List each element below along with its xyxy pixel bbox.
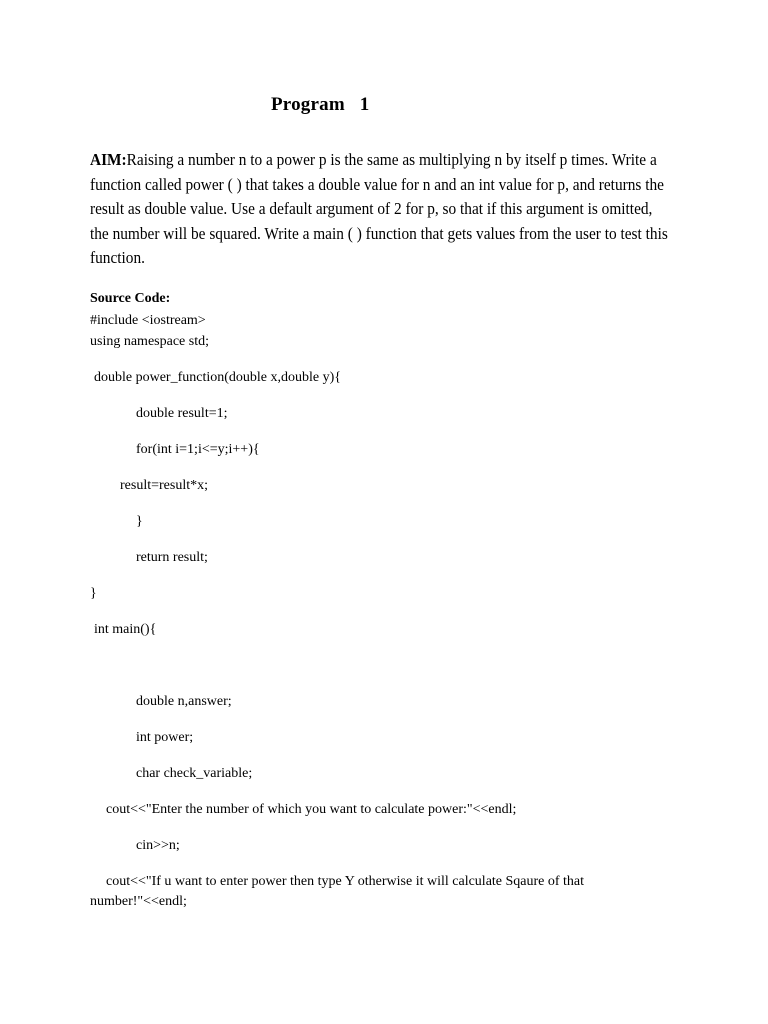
code-line: double result=1;	[136, 406, 228, 421]
code-line: cout<<"Enter the number of which you want to calculate power:"<<endl;	[106, 802, 517, 817]
code-line: char check_variable;	[136, 766, 253, 781]
code-line: double n,answer;	[136, 694, 232, 709]
code-line: result=result*x;	[120, 478, 208, 493]
code-line: int power;	[136, 730, 194, 745]
aim-text: Raising a number n to a power p is the same as multiplying n by itself p times. Write a function called power ( ) that takes a double value for n and an int value for p, and returns the result as double value. Use a default argument of 2 for p, so that if this argument is omitted, the number will be squared. Write a main ( ) function that gets values from the user to test this function.	[90, 150, 668, 267]
code-line: int main(){	[94, 622, 157, 637]
code-line: #include <iostream>	[90, 313, 206, 328]
program-title: Program 1	[271, 94, 370, 115]
code-line: number!"<<endl;	[90, 894, 187, 909]
code-line: using namespace std;	[90, 334, 209, 349]
code-line: for(int i=1;i<=y;i++){	[136, 442, 260, 457]
code-line: return result;	[136, 550, 208, 565]
aim-paragraph	[90, 148, 671, 271]
source-code-label: Source Code:	[90, 291, 171, 306]
code-line: cout<<"If u want to enter power then type Y otherwise it will calculate Sqaure of that	[106, 874, 585, 889]
aim-label: AIM:	[90, 150, 127, 169]
code-line: }	[90, 586, 97, 601]
code-line: cin>>n;	[136, 838, 180, 853]
code-line: double power_function(double x,double y){	[94, 370, 341, 385]
code-line: }	[136, 514, 143, 529]
